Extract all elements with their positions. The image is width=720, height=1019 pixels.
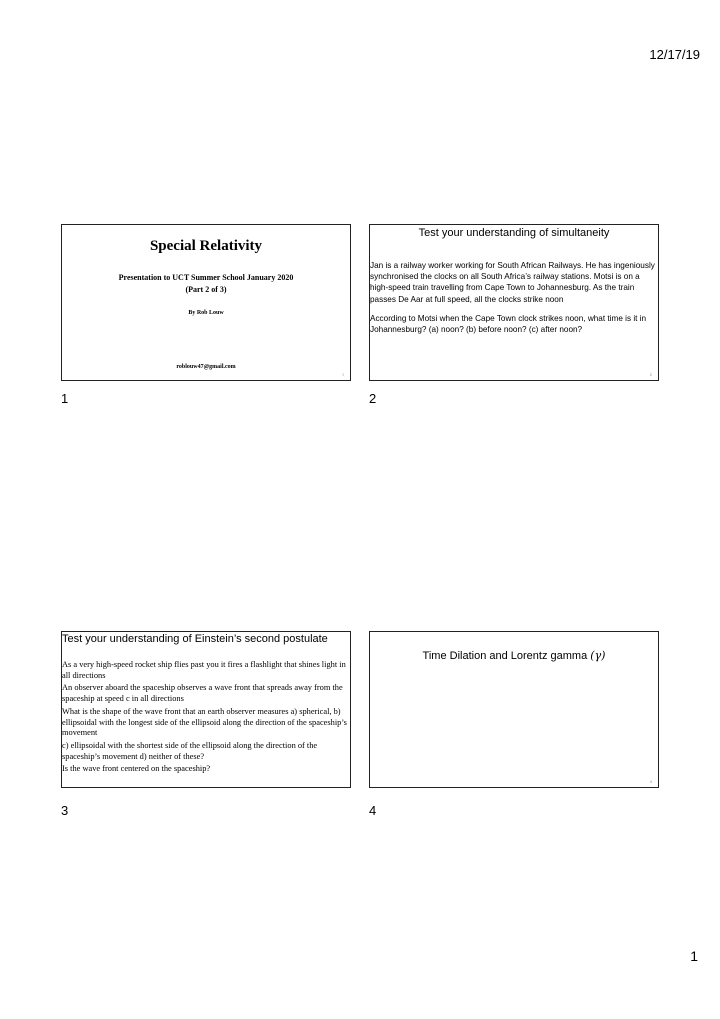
slide-thumbnail-4	[369, 631, 659, 788]
slide-1-title: Special Relativity	[149, 238, 263, 254]
slide-label-1: 1	[61, 391, 69, 406]
slide-4-title	[370, 649, 658, 662]
slide-1-subtitle	[62, 272, 350, 296]
slide-3-item: Is the wave front centered on the spaceship?	[62, 764, 211, 774]
slide-3-item: As a very high-speed rocket ship flies past you it fires a flashlight that shines light in all directions	[62, 660, 346, 680]
slide-2-body	[370, 260, 656, 343]
slide-3-title: Test your understanding of Einstein’s second postulate	[62, 633, 328, 645]
slide-1-subtitle-line1: Presentation to UCT Summer School January 2020	[118, 273, 294, 282]
slide-label-2: 2	[369, 391, 377, 406]
slide-1-email: roblouw47@gmail.com	[176, 364, 236, 370]
slide-1-number: 1	[342, 372, 344, 377]
slide-1-author: By Rob Louw	[188, 310, 224, 316]
page-number: 1	[690, 948, 698, 964]
slide-2-paragraph-1: Jan is a railway worker working for South African Railways. He has ingeniously synchronised the clocks on all South Africa’s railway stations. Motsi is on a high-speed train travelling from Cape Town to Johannesburg. As the train passes De Aar at full speed, all the clocks strike noon	[370, 261, 655, 304]
header-date: 12/17/19	[649, 47, 700, 62]
slide-1-subtitle-line2: (Part 2 of 3)	[185, 285, 227, 294]
slide-4-title-text: Time Dilation and Lorentz gamma	[422, 650, 588, 662]
slide-3-item: What is the shape of the wave front that an earth observer measures a) spherical, b) ellipsoidal with the longest side of the ellipsoid along the direction of the spaceship’s movement	[62, 706, 347, 738]
gamma-symbol: (γ)	[590, 649, 606, 662]
slide-label-4: 4	[369, 803, 377, 818]
slide-2-paragraph-2: According to Motsi when the Cape Town clock strikes noon, what time is it in Johannesburg? (a) noon? (b) before noon? (c) after noon?	[370, 313, 647, 335]
slide-thumbnail-1	[61, 224, 351, 381]
slide-3-item: c) ellipsoidal with the shortest side of the ellipsoid along the direction of the spaceship’s movement d) neither of these?	[62, 740, 318, 761]
slide-2-title: Test your understanding of simultaneity	[418, 227, 610, 239]
slide-thumbnail-3	[61, 631, 351, 788]
slide-3-body	[62, 660, 348, 777]
slide-4-number: 4	[649, 779, 652, 784]
slide-2-number: 2	[649, 372, 652, 377]
slide-thumbnail-2	[369, 224, 659, 381]
slide-3-item: An observer aboard the spaceship observes a wave front that spreads away from the spaceship at speed c in all directions	[62, 683, 343, 704]
slide-label-3: 3	[61, 803, 69, 818]
